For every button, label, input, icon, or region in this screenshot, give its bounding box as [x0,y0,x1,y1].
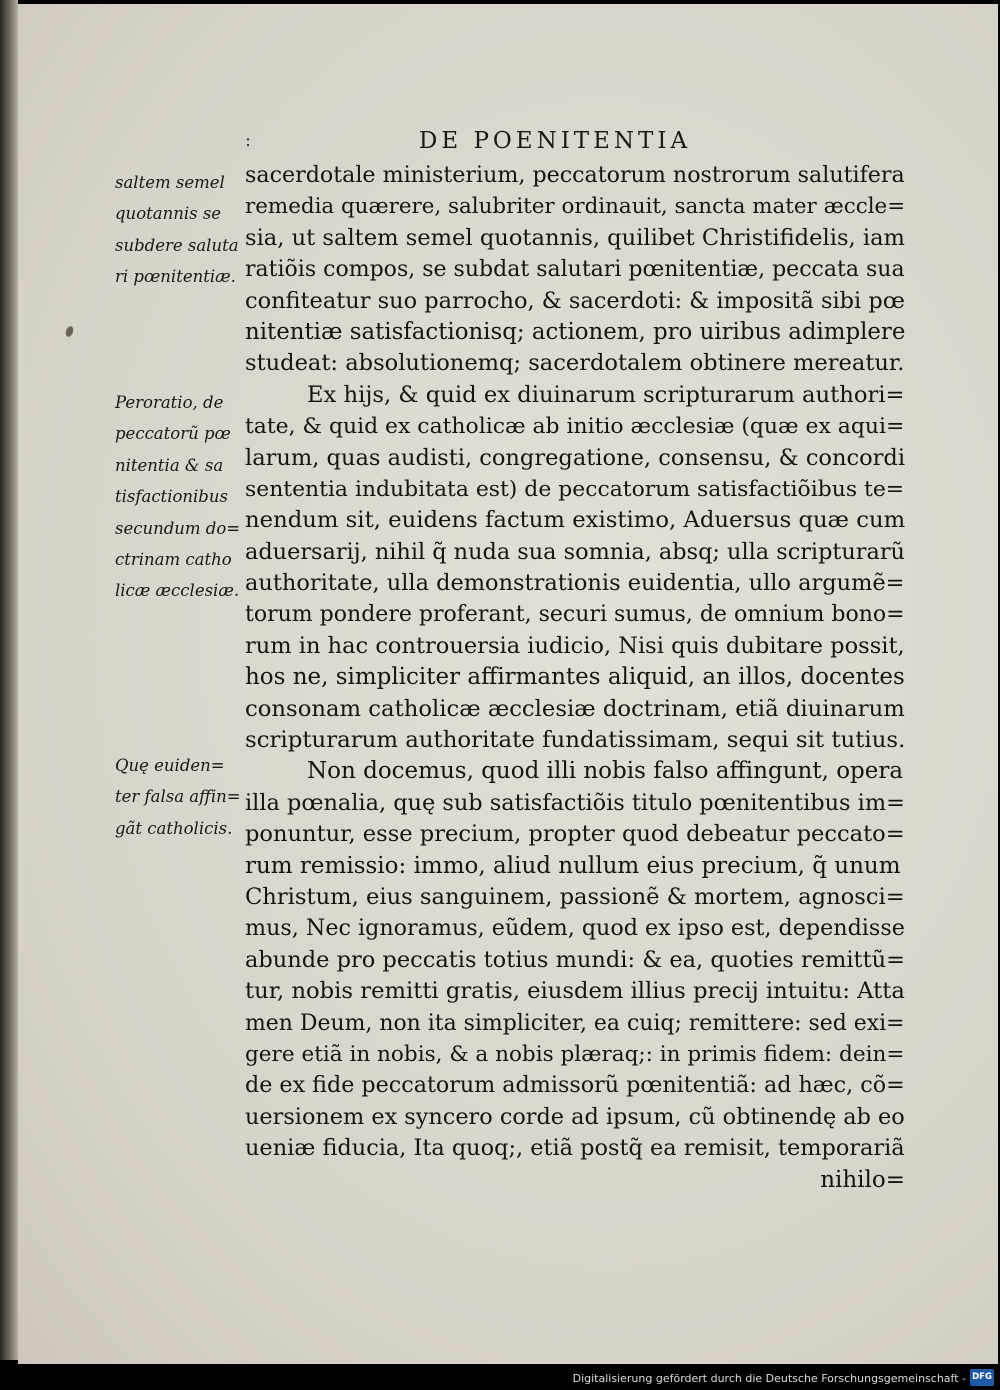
text-line: studeat: absolutionemq; sacerdotalem obtinere mereatur. [245,350,905,377]
paragraph-start-line: Non docemus, quod illi nobis falso affingunt, opera [307,758,904,785]
margin-note-line: subdere saluta [115,235,239,255]
text-line: nitentiæ satisfactionisq; actionem, pro uiribus adimplere [245,318,906,345]
text-line: hos ne, simpliciter affirmantes aliquid, an illos, docentes [245,664,905,691]
margin-note-line: licæ æcclesiæ. [115,581,240,601]
margin-note-2 [115,387,250,607]
text-line: larum, quas audisti, congregatione, consensu, & concordi [245,444,906,471]
margin-note-line: ctrinam catho [115,550,232,570]
text-line: illa pœnalia, quę sub satisfactiõis titulo pœnitentibus im= [245,789,905,816]
header-title: DE POENITENTIA [418,128,692,154]
catchword: nihilo= [820,1166,905,1193]
text-line: ueniæ fiducia, Ita quoq;, etiã postq̃ ea remisit, temporariã [245,1135,905,1162]
margin-note-line: Peroratio, de [115,393,224,412]
text-line: ponuntur, esse precium, propter quod debeatur peccato= [245,821,905,848]
text-line: tur, nobis remitti gratis, eiusdem illius precij intuitu: Atta [245,978,905,1005]
text-line: abunde pro peccatis totius mundi: & ea, quoties remittũ= [245,946,905,973]
paragraph-start-line: Ex hijs, & quid ex diuinarum scripturarum authori= [307,381,905,408]
text-line: uersionem ex syncero corde ad ipsum, cũ obtinendę ab eo [245,1103,905,1130]
ink-speck [64,325,74,338]
margin-note-3 [115,750,250,844]
text-line: sia, ut saltem semel quotannis, quilibet Christifidelis, iam [245,224,905,251]
text-line: scripturarum authoritate fundatissimam, sequi sit tutius. [245,727,906,754]
margin-note-line: tisfactionibus [115,487,228,507]
text-line: confiteatur suo parrocho, & sacerdoti: & impositã sibi pœ [245,287,905,314]
margin-note-line: peccatorũ pœ [115,424,231,444]
text-line: de ex fide peccatorum admissorũ pœnitentiã: ad hæc, cõ= [245,1072,905,1099]
dfg-logo-icon: DFG [970,1369,994,1386]
text-line: Christum, eius sanguinem, passionẽ & mortem, agnosci= [245,883,905,910]
text-line: mus, Nec ignoramus, eũdem, quod ex ipso est, dependisse [245,915,905,942]
text-line: nendum sit, euidens factum existimo, Aduersus quæ cum [245,507,906,534]
margin-note-line: secundum do= [115,518,241,538]
text-line: consonam catholicæ æcclesiæ doctrinam, etiã diuinarum [245,695,905,722]
text-line: tate, & quid ex catholicæ ab initio æcclesiæ (quæ ex aqui= [245,414,905,440]
body-text [245,160,905,1196]
text-line: remedia quærere, salubriter ordinauit, sancta mater æccle= [245,194,906,220]
text-line: sententia indubitata est) de peccatorum satisfactiõibus te= [245,476,905,502]
text-line: torum pondere proferant, securi sumus, de omnium bono= [245,602,905,628]
margin-note-1 [115,167,250,293]
header-mark: : [245,130,252,151]
margin-note-line: gãt catholicis. [115,818,233,838]
text-line: sacerdotale ministerium, peccatorum nostrorum salutifera [245,162,905,188]
text-line: rum in hac controuersia iudicio, Nisi quis dubitare possit, [245,632,905,659]
margin-note-line: ter falsa affin= [115,787,241,807]
text-line: aduersarij, nihil q̃ nuda sua somnia, absq; ulla scripturarũ [245,538,905,565]
margin-note-line: ri pœnitentiæ. [115,267,236,287]
text-line: authoritate, ulla demonstrationis euidentia, ullo argumẽ= [245,570,905,597]
running-header [245,128,855,154]
text-line: rum remissio: immo, aliud nullum eius precium, q̃ unum [245,852,901,879]
margin-note-line: nitentia & sa [115,455,224,475]
page-edge [0,0,18,1360]
margin-note-line: Quę euiden= [115,756,225,775]
funding-notice: Digitalisierung gefördert durch die Deutsche Forschungsgemeinschaft - [572,1372,966,1385]
margin-note-line: quotannis se [115,204,222,224]
margin-note-line: saltem semel [115,173,225,192]
text-line: men Deum, non ita simpliciter, ea cuiq; remittere: sed exi= [245,1010,905,1036]
text-line: gere etiã in nobis, & a nobis plæraq;: in primis fidem: dein= [245,1041,905,1067]
text-line: ratiõis compos, se subdat salutari pœnitentiæ, peccata sua [245,257,905,283]
